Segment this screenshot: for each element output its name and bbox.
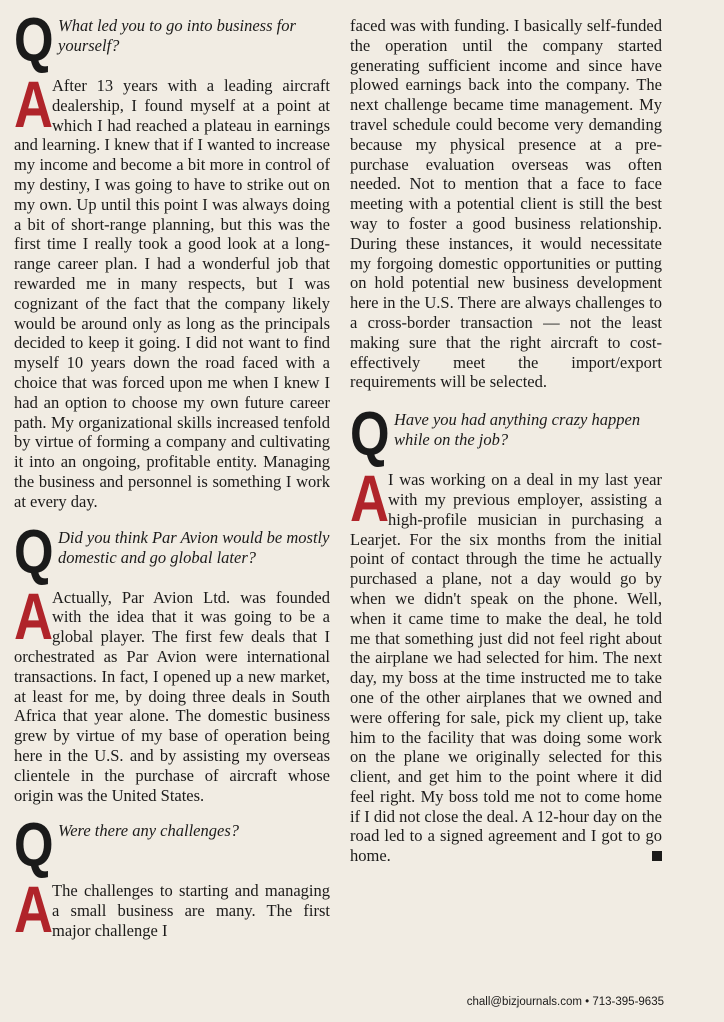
question-row [14, 517, 330, 587]
a-dropcap: A [350, 461, 390, 536]
left-column [14, 6, 330, 951]
answer-block [14, 578, 330, 806]
qa-block-2 [14, 517, 330, 806]
end-of-article-mark [652, 851, 662, 861]
answer-block [14, 67, 330, 512]
qa-block-3 [14, 811, 330, 947]
answer-text: After 13 years with a leading aircraft dealership, I found myself at a point at which I had reached a plateau in earnings and learning. I knew that if I wanted to increase my income and become a bit more in control of my destiny, I was going to have to strike out on my own. Up until this point I was always doing a bit of short-range planning, but this was the first time I really took a good look at a long-range career plan. I had a wonderful job that rewarded me in many respects, but I was cognizant of the fact that the company likely would be around only as long as the principals decided to keep it going. I did not want to find myself 10 years down the road faced with a choice that was forced upon me when I knew I had an option to choose my own future career path. My organizational skills increased tenfold by virtue of forming a company and cultivating it into an ongoing, profitable entity. Managing the business and personnel is something I work at every day. [14, 76, 330, 511]
a-dropcap: A [14, 578, 54, 653]
question-text: What led you to go into business for yourself? [58, 16, 296, 55]
contact-footer: chall@bizjournals.com • 713-395-9635 [466, 996, 664, 1008]
continued-answer-text: faced was with funding. I basically self-funded the operation until the company started generating sufficient income and since have plowed earnings back into the company. The next challenge became time management. My travel schedule could become very demanding because my physical presence at a pre-purchase evaluation overseas was often needed. Not to mention that a face to face meeting with a potential client is still the best way to foster a good business relationship. During these instances, it would necessitate my forgoing domestic opportunities or putting on hold potential new business development here in the U.S. There are always challenges to a cross-border transaction — not the least making sure that the right aircraft to cost-effectively meet the import/export requirements will be selected. [350, 16, 662, 392]
answer-text: Actually, Par Avion Ltd. was founded with the idea that it was going to be a global player. The first few deals that I orchestrated as Par Avion were international transactions. In fact, I opened up a new market, at least for me, by doing three deals in South Africa that year alone. The domestic business grew by virtue of my base of operation being here in the U.S. and by assisting my overseas clientele in the purchase of aircraft whose origin was the United States. [14, 587, 330, 805]
q-dropcap: Q [14, 811, 54, 881]
question-text: Did you think Par Avion would be mostly domestic and go global later? [58, 527, 330, 567]
answer-block [14, 872, 330, 947]
q-dropcap: Q [14, 517, 54, 587]
qa-block-1 [14, 6, 330, 512]
question-row [14, 811, 330, 881]
q-dropcap: Q [14, 6, 54, 75]
answer-text: I was working on a deal in my last year with my previous employer, assisting a high-profile musician in purchasing a Learjet. For the six months from the initial point of contact through the time he actually purchased a plane, not a day would go by when we didn't speak on the phone. Well, when it came time to make the deal, he told me that something just did not feel right about the airplane we had selected for him. The next day, my boss at the time instructed me to take one of the other airplanes that we owned and were offering for sale, pick my client up, take him to the facility that was doing some work on the plane we originally selected for this client, and get him to the point where it did feel right. My boss told me not to come home if I did not close the deal. A 12-hour day on the road led to a signed agreement and I got to go home. [350, 470, 662, 866]
question-row [350, 400, 662, 470]
answer-block [350, 461, 662, 866]
question-row [14, 6, 330, 75]
q-dropcap: Q [350, 400, 390, 470]
answer-text: The challenges to starting and managing a small business are many. The first major challenge I [52, 881, 330, 940]
a-dropcap: A [14, 872, 54, 947]
right-column [350, 16, 662, 876]
question-text: Were there any challenges? [58, 821, 239, 841]
question-text: Have you had anything crazy happen while on the job? [394, 410, 641, 450]
a-dropcap: A [14, 67, 54, 141]
qa-block-4 [350, 400, 662, 866]
